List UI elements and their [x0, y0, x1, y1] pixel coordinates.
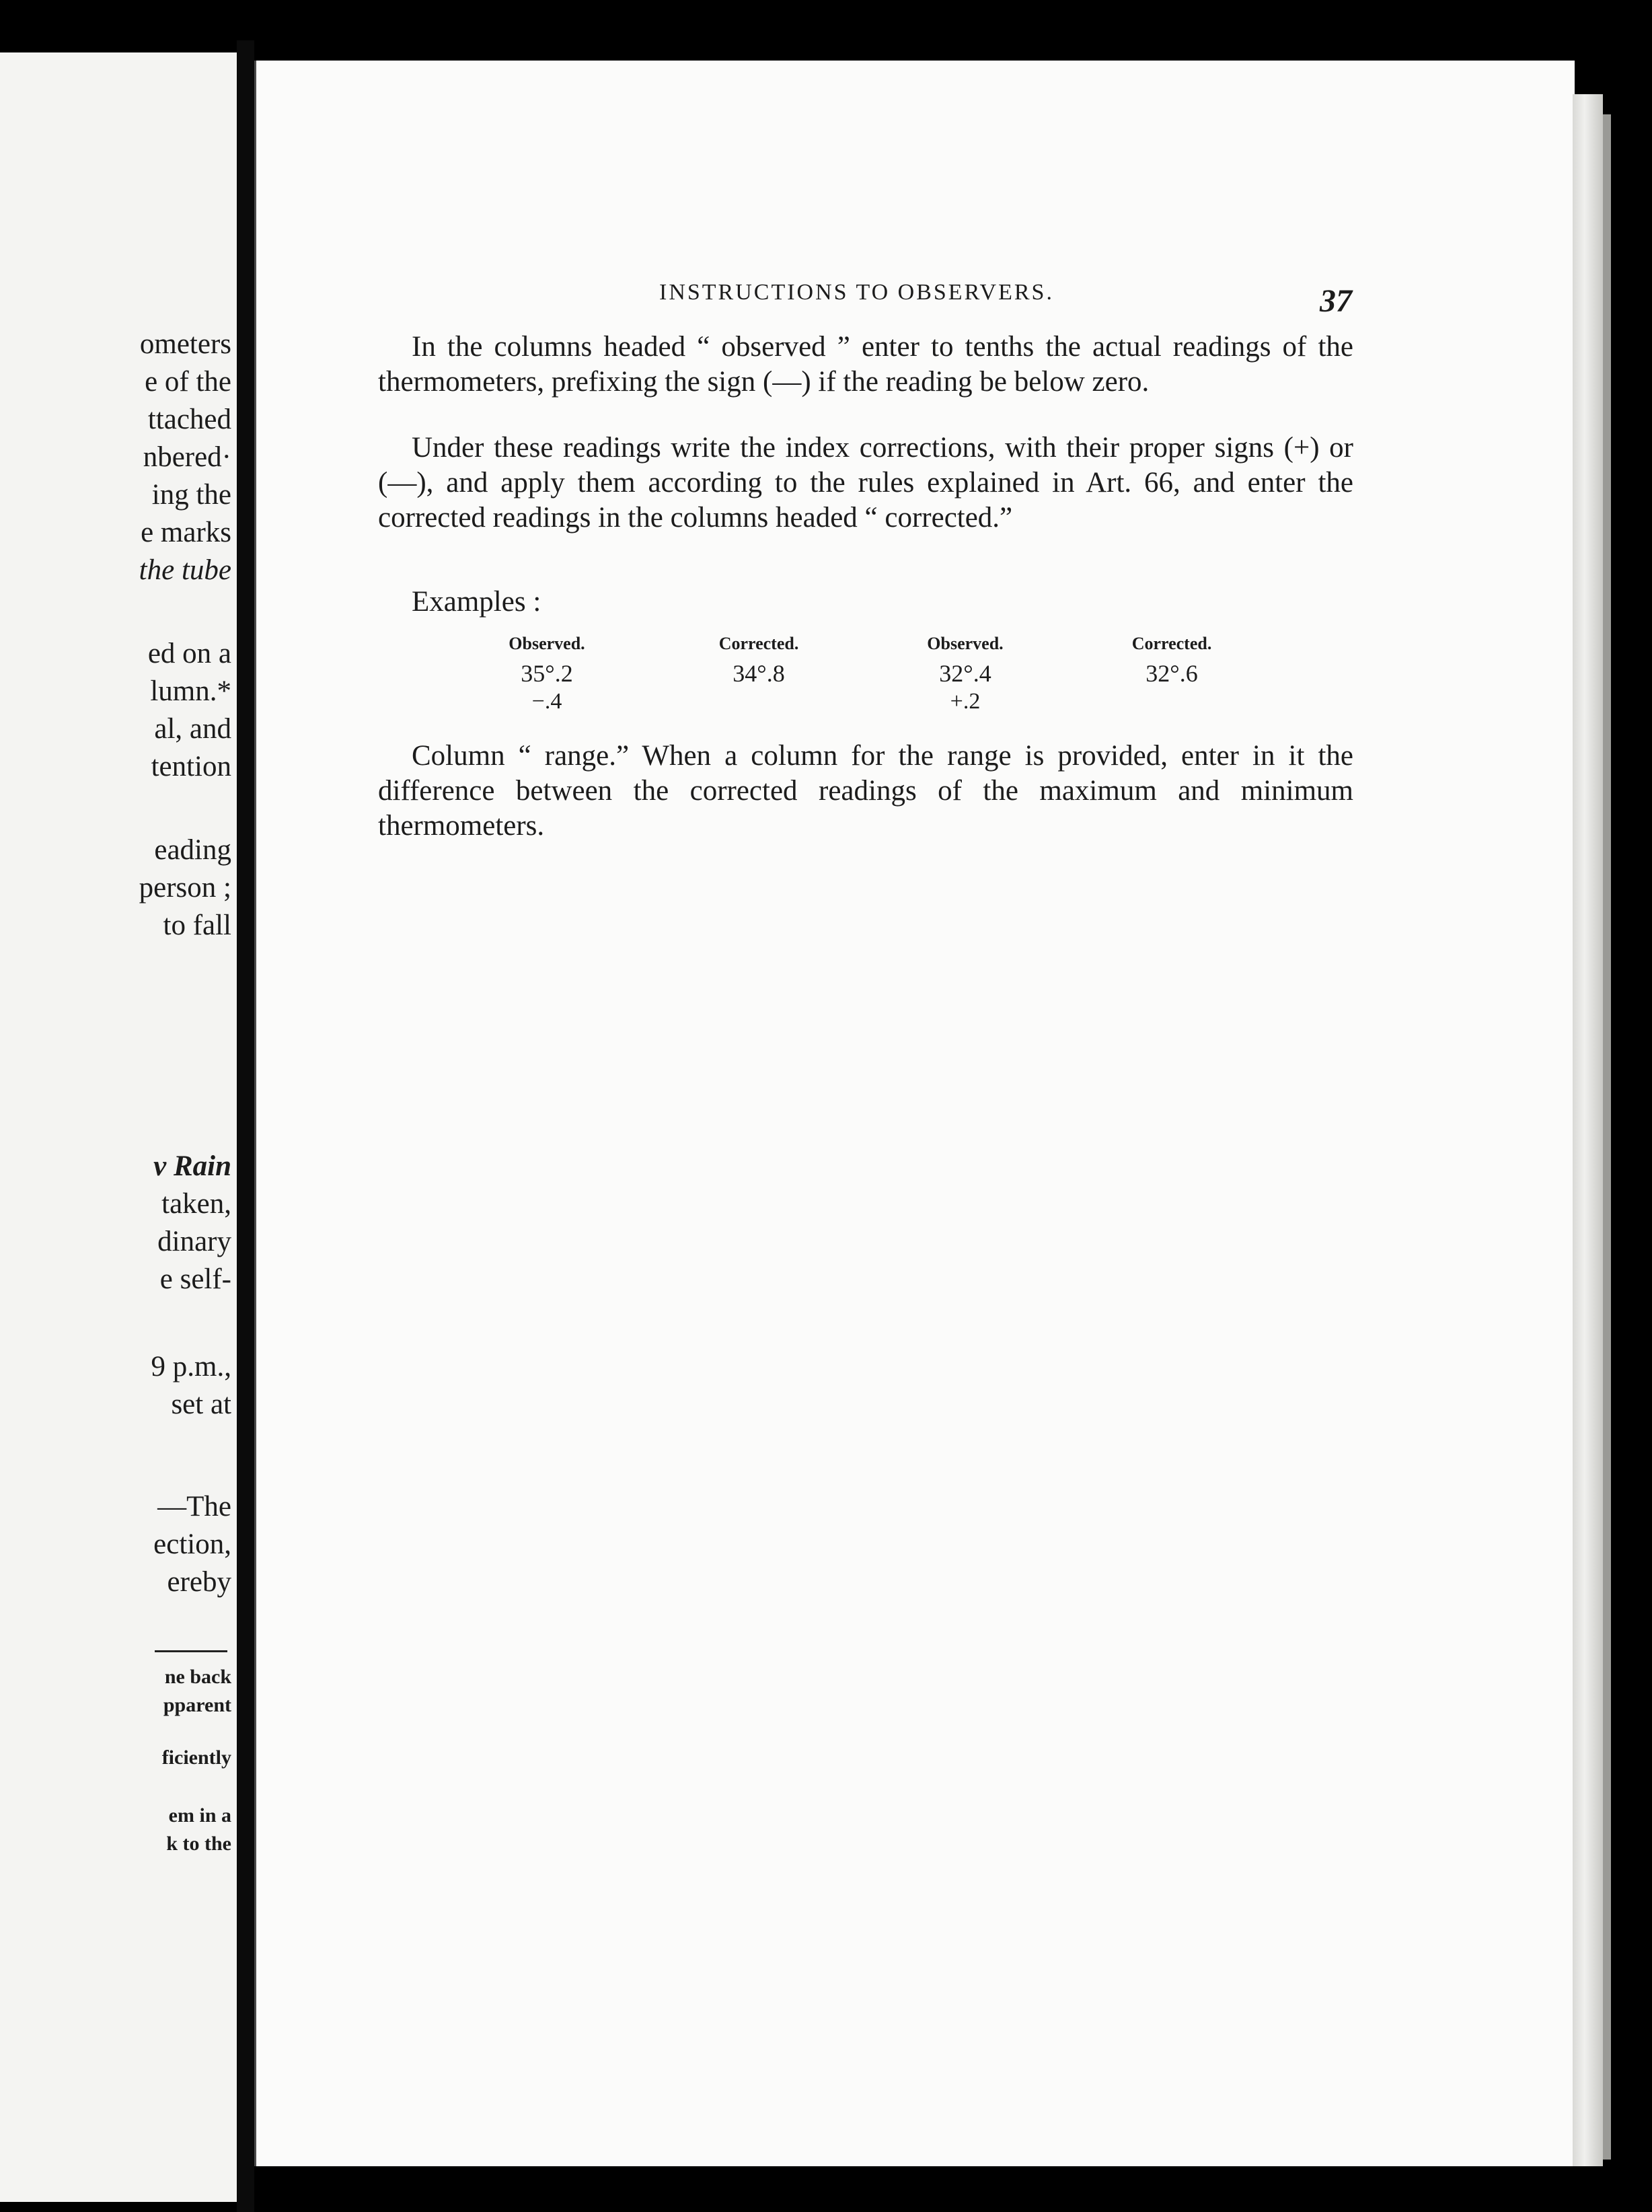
- left-text-line: ing the: [151, 479, 231, 511]
- example-column: [685, 634, 833, 688]
- left-text-line: ed on a: [147, 638, 231, 669]
- left-text-line: ttached: [147, 404, 231, 435]
- example-value: 34°.8: [733, 660, 785, 687]
- left-text-line: person ;: [139, 872, 231, 904]
- left-text-line: ometers: [139, 328, 231, 360]
- example-column: [891, 634, 1039, 716]
- left-text-line: the tube: [139, 554, 231, 586]
- paragraph-range: [378, 739, 1353, 844]
- example-heading: Corrected.: [718, 634, 799, 653]
- left-footnote-line: ne back: [164, 1666, 231, 1688]
- left-text-line: e marks: [141, 517, 231, 548]
- left-text-line: tention: [151, 751, 231, 782]
- example-column: [1098, 634, 1246, 688]
- example-correction: +.2: [950, 689, 981, 714]
- footnote-rule: [155, 1650, 227, 1652]
- left-text-line: 9 p.m.,: [151, 1351, 231, 1382]
- page-edge: [1573, 94, 1603, 2166]
- examples-label: Examples :: [412, 586, 541, 618]
- book-gutter: [237, 40, 254, 2212]
- left-text-line: nbered·: [143, 441, 231, 473]
- left-text-line: dinary: [157, 1226, 231, 1257]
- paragraph-text: Under these readings write the index corrections, with their proper signs (+) or (—), and apply them according to the rules explained in Art. 66, and enter the corrected readings in the columns headed “ corrected.”: [378, 432, 1353, 533]
- example-value: 35°.2: [521, 660, 573, 687]
- example-value: 32°.4: [939, 660, 991, 687]
- example-value: 32°.6: [1146, 660, 1198, 687]
- left-footnote-line: pparent: [163, 1694, 231, 1716]
- paragraph-observed: [378, 330, 1353, 400]
- left-text-line: e self-: [159, 1263, 231, 1295]
- example-heading: Observed.: [509, 634, 585, 653]
- left-text-line: v Rain: [153, 1150, 231, 1182]
- page-number: 37: [1320, 283, 1352, 319]
- left-text-line: —The: [157, 1491, 231, 1522]
- paragraph-text: Column “ range.” When a column for the range is provided, enter in it the difference between the corrected readings of the maximum and minimum thermometers.: [378, 740, 1353, 842]
- page-edge-shadow: [1603, 114, 1611, 2160]
- example-heading: Observed.: [927, 634, 1004, 653]
- left-text-line: ereby: [167, 1566, 231, 1598]
- left-footnote-line: ficiently: [161, 1746, 231, 1769]
- running-head: INSTRUCTIONS TO OBSERVERS.: [659, 280, 1054, 305]
- paragraph-text: In the columns headed “ observed ” enter to tenths the actual readings of the thermometers, prefixing the sign (—) if the reading be below zero.: [378, 331, 1353, 398]
- left-text-line: ection,: [153, 1528, 231, 1560]
- paragraph-corrections: [378, 431, 1353, 536]
- example-correction: −.4: [531, 689, 562, 714]
- left-text-line: e of the: [145, 366, 231, 398]
- left-footnote-line: k to the: [166, 1833, 231, 1855]
- left-text-line: to fall: [163, 910, 231, 941]
- left-text-line: lumn.*: [150, 675, 231, 707]
- example-heading: Corrected.: [1131, 634, 1212, 653]
- left-footnote-line: em in a: [168, 1804, 231, 1827]
- left-text-line: taken,: [161, 1188, 231, 1220]
- example-column: [473, 634, 621, 716]
- left-text-line: set at: [171, 1389, 231, 1420]
- left-text-line: al, and: [154, 713, 231, 745]
- left-page-fragment: [0, 52, 237, 2202]
- left-text-line: eading: [154, 834, 231, 866]
